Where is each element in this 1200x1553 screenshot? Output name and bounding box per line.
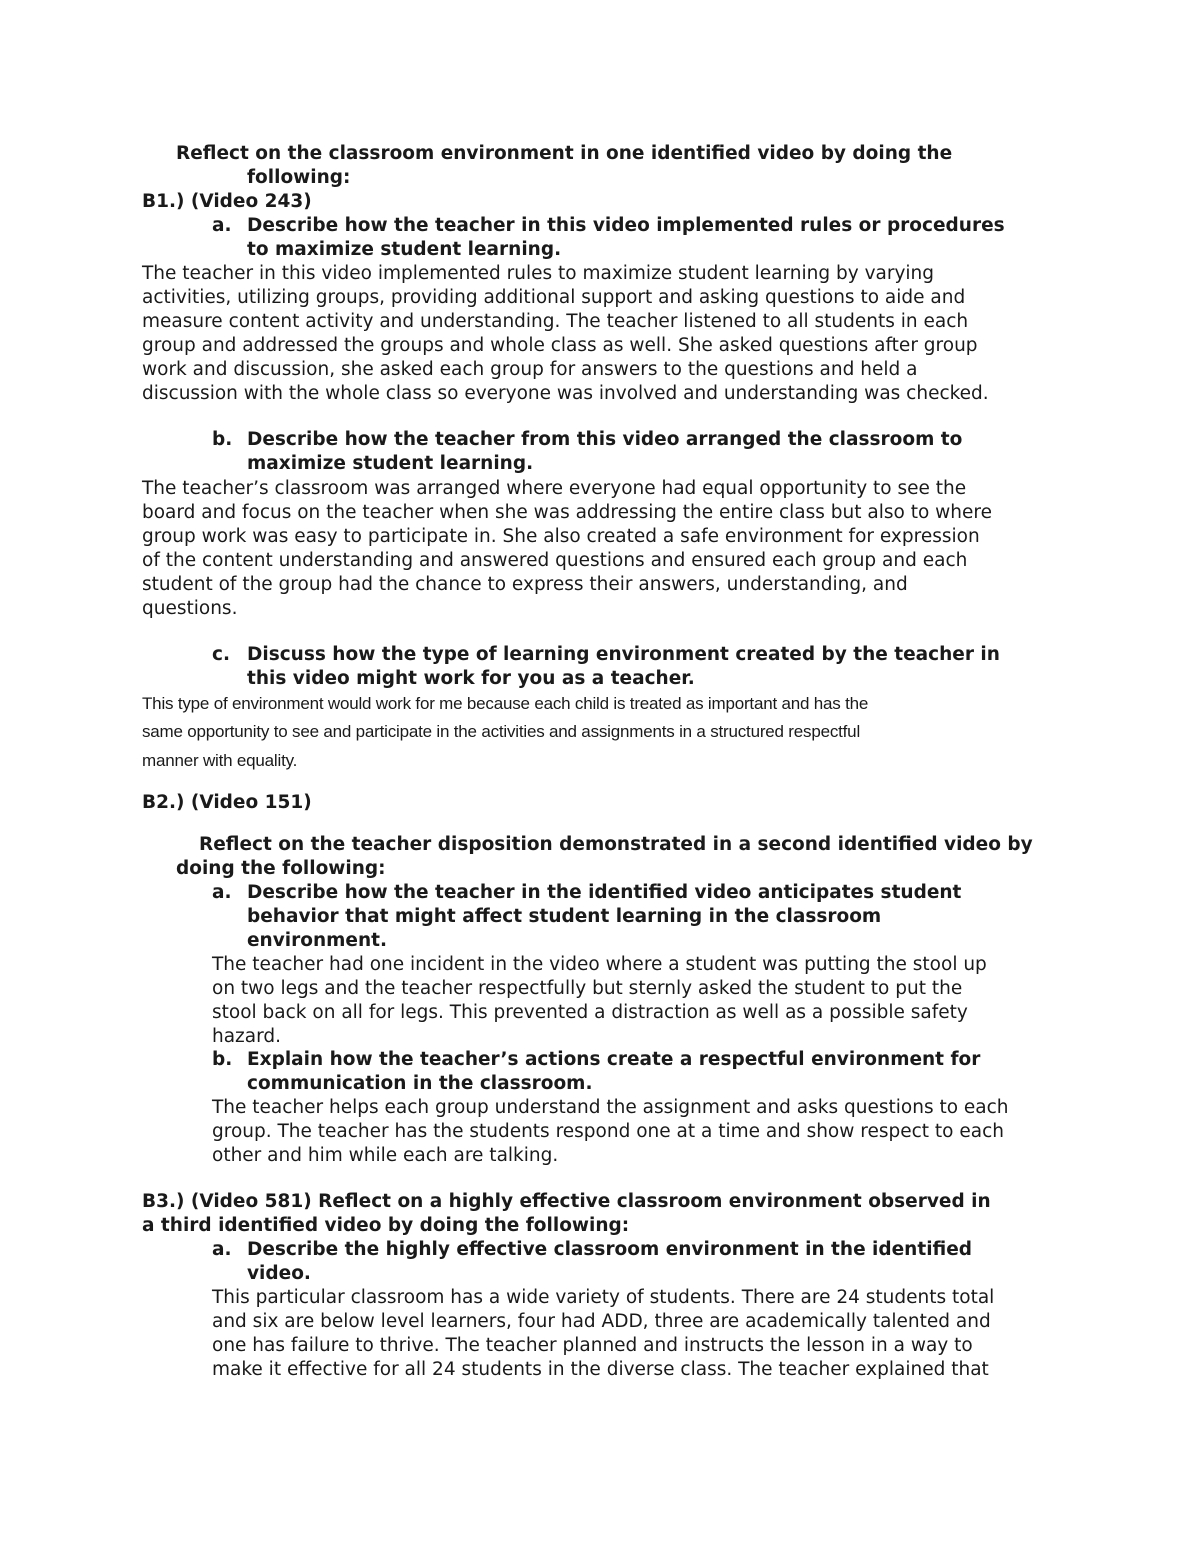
b1-c-answer-line-2: same opportunity to see and participate in the activities and assignments in a structured respectful: [142, 722, 861, 741]
b2-a-prompt-line-2: behavior that might affect student learning in the classroom: [247, 906, 882, 927]
b2-a-answer-line-1: The teacher had one incident in the video where a student was putting the stool up: [212, 954, 987, 975]
b3-a-answer-line-3: one has failure to thrive. The teacher planned and instructs the lesson in a way to: [212, 1335, 973, 1356]
b3-heading-line-1: B3.) (Video 581) Reflect on a highly effective classroom environment observed in: [142, 1191, 991, 1212]
b2-b-answer-line-2: group. The teacher has the students respond one at a time and show respect to each: [212, 1121, 1004, 1142]
b3-a-prompt-line-1: Describe the highly effective classroom environment in the identified: [247, 1239, 973, 1260]
b1-a-answer-line-3: measure content activity and understanding. The teacher listened to all students in each: [142, 311, 969, 332]
b2-heading: B2.) (Video 151): [142, 792, 312, 813]
b1-b-prompt-line-1: Describe how the teacher from this video arranged the classroom to: [247, 429, 963, 450]
b1-a-prompt-line-2: to maximize student learning.: [247, 239, 562, 260]
b1-intro-line-2: following:: [247, 167, 351, 188]
b3-a-answer-line-4: make it effective for all 24 students in the diverse class. The teacher explained that: [212, 1359, 989, 1380]
b1-b-answer-line-3: group work was easy to participate in. She also created a safe environment for expression: [142, 526, 980, 547]
b3-a-answer-line-1: This particular classroom has a wide variety of students. There are 24 students total: [212, 1287, 995, 1308]
b2-b-answer-line-3: other and him while each are talking.: [212, 1145, 559, 1166]
b1-c-prompt-line-2: this video might work for you as a teacher.: [247, 668, 695, 689]
b1-a-answer-line-2: activities, utilizing groups, providing additional support and asking questions to aide and: [142, 287, 966, 308]
b3-a-label: a.: [212, 1239, 232, 1260]
b2-b-answer-line-1: The teacher helps each group understand the assignment and asks questions to each: [212, 1097, 1009, 1118]
b2-intro-line-1: Reflect on the teacher disposition demonstrated in a second identified video by: [199, 834, 1033, 855]
b1-a-answer-line-5: work and discussion, she asked each group for answers to the questions and held a: [142, 359, 918, 380]
b1-b-prompt-line-2: maximize student learning.: [247, 453, 534, 474]
b1-a-answer-line-4: group and addressed the groups and whole class as well. She asked questions after group: [142, 335, 978, 356]
b2-a-label: a.: [212, 882, 232, 903]
b2-a-answer-line-2: on two legs and the teacher respectfully but sternly asked the student to put the: [212, 978, 963, 999]
b2-b-prompt-line-1: Explain how the teacher’s actions create a respectful environment for: [247, 1049, 981, 1070]
b1-b-answer-line-6: questions.: [142, 598, 238, 619]
b2-intro-line-2: doing the following:: [176, 858, 386, 879]
b1-c-answer-line-1: This type of environment would work for me because each child is treated as important and has the: [142, 694, 869, 713]
b1-a-label: a.: [212, 215, 232, 236]
b1-b-answer-line-2: board and focus on the teacher when she was addressing the entire class but also to where: [142, 502, 992, 523]
b2-a-prompt-line-1: Describe how the teacher in the identified video anticipates student: [247, 882, 962, 903]
b2-b-prompt-line-2: communication in the classroom.: [247, 1073, 593, 1094]
b1-intro-line-1: Reflect on the classroom environment in one identified video by doing the: [176, 143, 953, 164]
b1-b-answer-line-1: The teacher’s classroom was arranged where everyone had equal opportunity to see the: [142, 478, 967, 499]
b3-a-answer-line-2: and six are below level learners, four had ADD, three are academically talented and: [212, 1311, 991, 1332]
b3-a-prompt-line-2: video.: [247, 1263, 311, 1284]
b1-c-prompt-line-1: Discuss how the type of learning environment created by the teacher in: [247, 644, 1000, 665]
b2-b-label: b.: [212, 1049, 233, 1070]
b1-a-prompt-line-1: Describe how the teacher in this video implemented rules or procedures: [247, 215, 1005, 236]
b1-c-answer-line-3: manner with equality.: [142, 751, 298, 770]
b1-c-label: c.: [212, 644, 230, 665]
b2-a-answer-line-4: hazard.: [212, 1026, 282, 1047]
b3-heading-line-2: a third identified video by doing the following:: [142, 1215, 630, 1236]
b2-a-prompt-line-3: environment.: [247, 930, 387, 951]
b2-a-answer-line-3: stool back on all for legs. This prevented a distraction as well as a possible safety: [212, 1002, 968, 1023]
b1-heading: B1.) (Video 243): [142, 191, 312, 212]
b1-a-answer-line-1: The teacher in this video implemented rules to maximize student learning by varying: [142, 263, 935, 284]
b1-a-answer-line-6: discussion with the whole class so everyone was involved and understanding was checked.: [142, 383, 989, 404]
b1-b-answer-line-5: student of the group had the chance to express their answers, understanding, and: [142, 574, 908, 595]
b1-b-label: b.: [212, 429, 233, 450]
b1-b-answer-line-4: of the content understanding and answered questions and ensured each group and each: [142, 550, 968, 571]
